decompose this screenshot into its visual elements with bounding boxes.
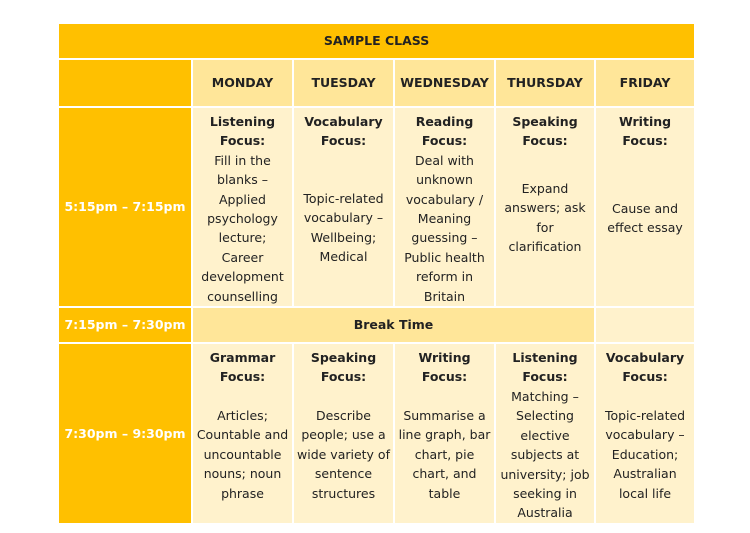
lesson-detail: Topic-related vocabulary – Wellbeing; Medical [303, 190, 384, 265]
lesson-focus: Writing Focus: [418, 350, 471, 385]
lesson-cell [595, 107, 695, 307]
lesson-detail: Matching – Selecting elective subjects at university; job seeking in Australia [500, 388, 590, 521]
lesson-focus: Speaking Focus: [512, 114, 578, 149]
lesson-focus: Grammar Focus: [209, 350, 276, 385]
lesson-focus: Speaking Focus: [310, 350, 377, 385]
lesson-cell [495, 343, 595, 524]
lesson-focus: Vocabulary Focus: [304, 114, 383, 149]
lesson-cell [394, 107, 495, 307]
lesson-cell [293, 343, 394, 524]
lesson-cell [192, 343, 293, 524]
time-slot-3: 7:30pm – 9:30pm [58, 343, 192, 524]
corner-cell [58, 59, 192, 107]
lesson-detail: Fill in the blanks – Applied psychology lecture; Career development counselling [201, 152, 284, 304]
lesson-detail: Summarise a line graph, bar chart, pie chart, and table [398, 407, 491, 501]
break-time-label: Break Time [192, 307, 595, 343]
time-slot-1: 5:15pm – 7:15pm [58, 107, 192, 307]
day-header-thursday: THURSDAY [495, 59, 595, 107]
lesson-focus: Reading Focus: [415, 114, 474, 149]
lesson-detail: Deal with unknown vocabulary / Meaning guessing – Public health reform in Britain [404, 152, 485, 304]
day-header-wednesday: WEDNESDAY [394, 59, 495, 107]
day-header-monday: MONDAY [192, 59, 293, 107]
lesson-focus: Vocabulary Focus: [605, 350, 685, 385]
lesson-detail: Describe people; use a wide variety of sentence structures [297, 407, 390, 501]
day-header-tuesday: TUESDAY [293, 59, 394, 107]
time-slot-2: 7:15pm – 7:30pm [58, 307, 192, 343]
lesson-detail: Expand answers; ask for clarification [504, 180, 586, 255]
lesson-cell [495, 107, 595, 307]
day-header-friday: FRIDAY [595, 59, 695, 107]
lesson-focus: Writing Focus: [618, 114, 672, 149]
lesson-detail: Cause and effect essay [607, 200, 683, 236]
break-empty-cell [595, 307, 695, 343]
lesson-cell [394, 343, 495, 524]
schedule-title: SAMPLE CLASS [58, 23, 695, 59]
lesson-cell [192, 107, 293, 307]
lesson-focus: Listening Focus: [512, 350, 578, 385]
lesson-cell [293, 107, 394, 307]
lesson-focus: Listening Focus: [209, 114, 276, 149]
lesson-cell [595, 343, 695, 524]
class-schedule-table [57, 22, 696, 525]
lesson-detail: Articles; Countable and uncountable nouns; noun phrase [196, 407, 289, 501]
lesson-detail: Topic-related vocabulary – Education; Australian local life [604, 407, 686, 501]
